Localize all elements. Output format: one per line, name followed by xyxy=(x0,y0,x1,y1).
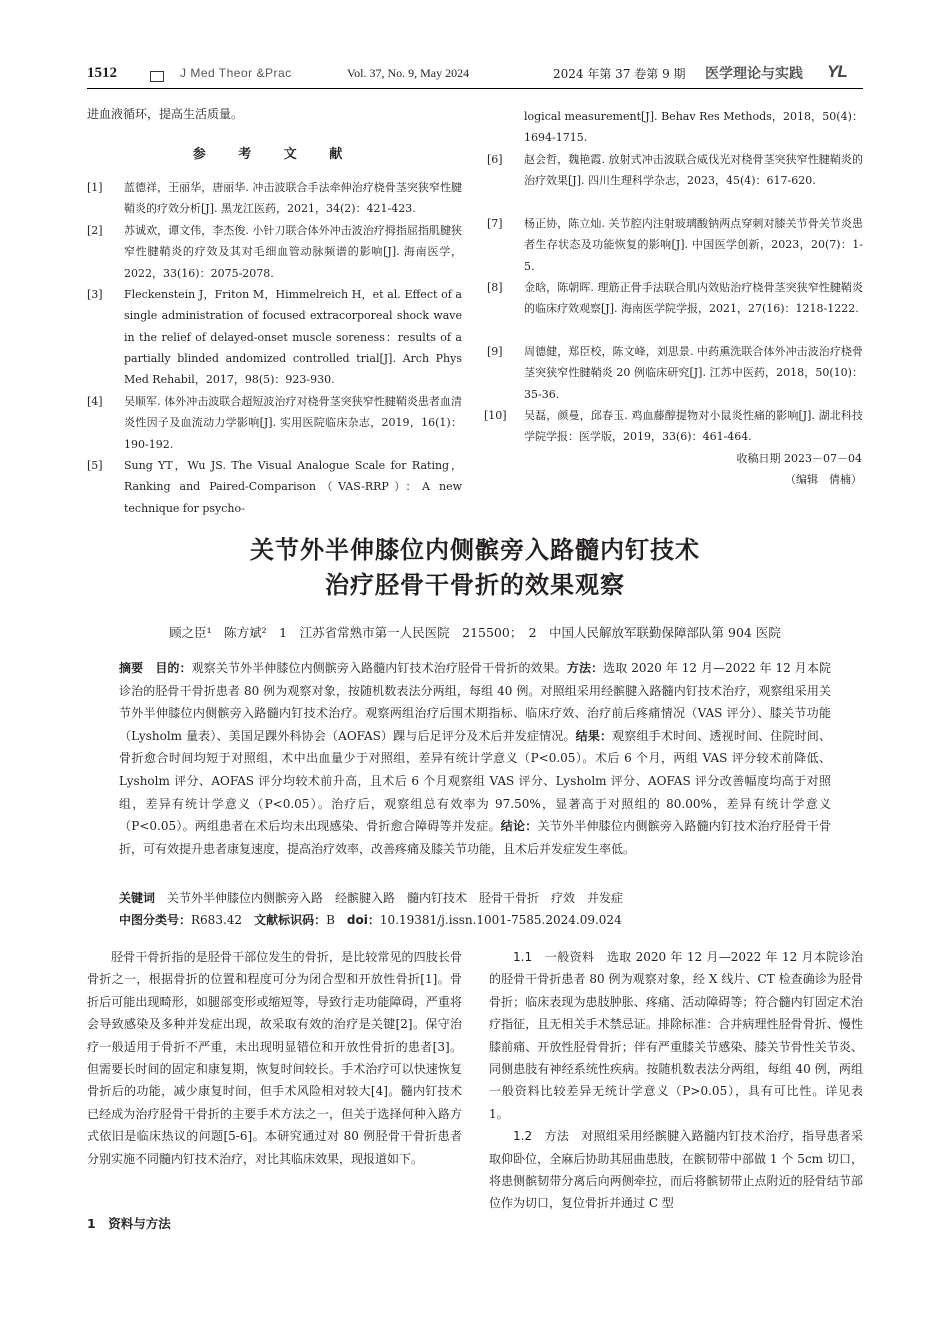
article-title xyxy=(87,533,863,603)
reference-8: [8] 金晗，陈朝晖. 理筋正骨手法联合肌内效贴治疗桡骨茎突狭窄性腱鞘炎的临床疗效观察[J]. 海南医学院学报，2021，27(16)：1218-1222. xyxy=(487,281,863,316)
sub12-text: 对照组采用经髌腱入路髓内钉技术治疗，指导患者采取仰卧位，全麻后协助其屈曲患肢，在髌韧带中部做 1 个 5cm 切口，将患侧髌韧带分离后向两侧牵拉，而后将髌韧带止点附近的胫骨结节部位作为切口，复位骨折并通过 C 型 xyxy=(489,1129,863,1211)
section-1-heading: 1 资料与方法 xyxy=(87,1216,171,1231)
title-line-1: 关节外半伸膝位内侧髌旁入路髓内钉技术 xyxy=(250,536,700,564)
objective-label: 目的： xyxy=(155,661,192,675)
doc-value: B xyxy=(326,913,335,927)
classification-line xyxy=(119,909,831,931)
header-box-icon xyxy=(150,71,164,82)
reference-7: [7] 杨正协，陈立灿. 关节腔内注射玻璃酸钠两点穿刺对膝关节骨关节炎患者生存状态及功能恢复的影响[J]. 中国医学创新，2023，20(7)：1-5. xyxy=(487,217,863,273)
keywords-label: 关键词 xyxy=(119,891,156,905)
volume-en: Vol. 37, No. 9, May 2024 xyxy=(347,66,470,80)
reference-5-continued: logical measurement[J]. Behav Res Methods，2018，50(4)：1694-1715. xyxy=(524,110,863,145)
subsection-1-1 xyxy=(489,946,863,1125)
reference-3: [3] Fleckenstein J，Friton M，Himmelreich H，et al. Effect of a single administration of focused extracorporeal shock wave in the relief of delayed-onset muscle soreness：results of a partially blinded andomized controlled trial[J]. Arch Phys Med Rehabil，2017，98(5)：923-930. xyxy=(87,288,462,387)
keywords xyxy=(119,887,831,909)
authors-affiliations: 顾之臣¹ 陈方斌² 1 江苏省常熟市第一人民医院 215500； 2 中国人民解放军联勤保障部队第 904 医院 xyxy=(169,625,781,640)
cls-value: R683.42 xyxy=(191,913,243,927)
abstract xyxy=(119,657,831,860)
subsection-1-2 xyxy=(489,1125,863,1215)
method-text: 选取 2020 年 12 月—2022 年 12 月本院诊治的胫骨干骨折患者 80 例为观察对象，按随机数表法分两组，每组 40 例。对照组采用经髌腱入路髓内钉技术治疗，观察组采用关节外半伸膝位内侧髌旁入路髓内钉技术治疗。观察两组治疗后围术期指标、临床疗效、治疗前后疼痛情况（VAS 评分）、膝关节功能（Lysholm 量表）、美国足踝外科协会（AOFAS）踝与后足评分及术后并发症情况。 xyxy=(119,661,831,743)
result-text: 观察组手术时间、透视时间、住院时间、骨折愈合时间均短于对照组，术中出血量少于对照组，差异有统计学意义（P<0.05）。术后 6 个月，两组 VAS 评分较术前降低、Lysholm 评分、AOFAS 评分均较术前升高，且术后 6 个月观察组 VAS 评分、Lysholm 评分、AOFAS 评分改善幅度均高于对照组，差异有统计学意义（P<0.05）。治疗后，观察组总有效率为 97.50%，显著高于对照组的 80.00%，差异有统计学意义（P<0.05）。两组患者在术后均未出现感染、骨折愈合障碍等并发症。 xyxy=(119,728,831,834)
sub11-label: 1.1 一般资料 xyxy=(513,950,595,964)
conclusion-text: 关节外半伸膝位内侧髌旁入路髓内钉技术治疗胫骨干骨折，可有效提升患者康复速度，提高治疗效率，改善疼痛及膝关节功能，且术后并发症发生率低。 xyxy=(119,819,831,856)
volume-cn: 2024 年第 37 卷第 9 期 xyxy=(553,67,686,81)
reference-5: [5] Sung YT，Wu JS. The Visual Analogue Scale for Rating，Ranking and Paired-Comparison（VAS-RRP）：A new technique for psycho- xyxy=(87,459,462,515)
reference-1: [1] 蓝德祥，王丽华，唐丽华. 冲击波联合手法牵伸治疗桡骨茎突狭窄性腱鞘炎的疗效分析[J]. 黑龙江医药，2021，34(2)：421-423. xyxy=(87,181,462,216)
sub11-text: 选取 2020 年 12 月—2022 年 12 月本院诊治的胫骨干骨折患者 80 例为观察对象，经 X 线片、CT 检查确诊为胫骨骨折；临床表现为患肢肿胀、疼痛、活动障碍等；符合髓内钉固定术治疗指征，且无相关手术禁忌证。排除标准：合并病理性胫骨骨折、慢性膝前痛、开放性胫骨骨折；伴有严重膝关节感染、膝关节骨性关节炎、同侧患肢有神经系统性疾病。按随机数表法分两组，每组 40 例，两组一般资料比较差异无统计学意义（P>0.05），具有可比性。详见表 1。 xyxy=(489,950,863,1121)
method-label: 方法： xyxy=(566,661,604,675)
journal-en: J Med Theor &Prac xyxy=(180,66,292,80)
result-label: 结果： xyxy=(575,728,613,743)
abstract-label: 摘要 xyxy=(119,661,144,675)
reference-6: [6] 赵会哲，魏艳霞. 放射式冲击波联合威伐光对桡骨茎突狭窄性腱鞘炎的治疗效果[J]. 四川生理科学杂志，2023，45(4)：617-620. xyxy=(487,153,863,188)
doi-label: doi： xyxy=(346,913,380,927)
doc-label: 文献标识码： xyxy=(254,913,327,927)
page-number: 1512 xyxy=(87,65,117,81)
introduction-paragraph: 胫骨干骨折指的是胫骨干部位发生的骨折，是比较常见的四肢长骨骨折之一，根据骨折的位置和程度可分为闭合型和开放性骨折[1]。骨折后可能出现畸形，如腿部变形或缩短等，导致行走功能障碍，严重将会导致感染及多种并发症出现，故采取有效的治疗是关键[2]。保守治疗一般适用于骨折不严重，未出现明显错位和开放性骨折的患者[3]。但需要长时间的固定和康复期，恢复时间较长。手术治疗可以快速恢复骨折后的功能，减少康复时间，但手术风险相对较大[4]。髓内钉技术已经成为治疗胫骨干骨折的主要手术方法之一，但关于选择何种入路方式依旧是临床热议的问题[5-6]。本研究通过对 80 例胫骨干骨折患者分别实施不同髓内钉技术治疗，对比其临床效果，现报道如下。 xyxy=(87,950,462,1166)
received-date: 收稿日期 2023－07－04 xyxy=(736,452,862,465)
sub12-label: 1.2 方法 xyxy=(513,1129,570,1144)
cls-label: 中图分类号： xyxy=(119,913,192,927)
keywords-text: 关节外半伸膝位内侧髌旁入路 经髌腱入路 髓内钉技术 胫骨干骨折 疗效 并发症 xyxy=(167,891,624,905)
reference-2: [2] 苏诚欢，谭文伟，李杰俊. 小针刀联合体外冲击波治疗拇指屈指肌腱狭窄性腱鞘炎的疗效及其对毛细血管动脉频谱的影响[J]. 海南医学，2022，33(16)：2075-2078. xyxy=(87,224,462,280)
prev-article-tail: 进血液循环，提高生活质量。 xyxy=(87,107,244,121)
reference-10: [10] 吴磊，颜曼，邱春玉. 鸡血藤醇提物对小鼠炎性痛的影响[J]. 湖北科技学院学报：医学版，2019，33(6)：461-464. xyxy=(484,409,863,444)
title-line-2: 治疗胫骨干骨折的效果观察 xyxy=(325,571,625,599)
editor-note: （编辑 倩楠） xyxy=(785,473,862,486)
objective-text: 观察关节外半伸膝位内侧髌旁入路髓内钉技术治疗胫骨干骨折的效果。 xyxy=(191,661,567,675)
received-block xyxy=(737,420,863,490)
header-rule xyxy=(87,88,863,89)
body-right-column xyxy=(489,946,863,1215)
journal-logo: YL xyxy=(827,62,847,81)
reference-4: [4] 吴顺军. 体外冲击波联合超短波治疗对桡骨茎突狭窄性腱鞘炎患者血清炎性因子及血流动力学影响[J]. 实用医院临床杂志，2019，16(1)：190-192. xyxy=(87,395,462,451)
running-header xyxy=(0,62,950,88)
reference-9: [9] 周德健，郑臣校，陈文峰，刘思景. 中药熏洗联合体外冲击波治疗桡骨茎突狭窄性腱鞘炎 20 例临床研究[J]. 江苏中医药，2018，50(10)：35-36. xyxy=(487,345,863,401)
journal-cn: 医学理论与实践 xyxy=(705,65,803,81)
conclusion-label: 结论： xyxy=(500,819,538,834)
references-title: 参 考 文 献 xyxy=(192,147,357,162)
doi-value: 10.19381/j.issn.1001-7585.2024.09.024 xyxy=(379,913,622,927)
